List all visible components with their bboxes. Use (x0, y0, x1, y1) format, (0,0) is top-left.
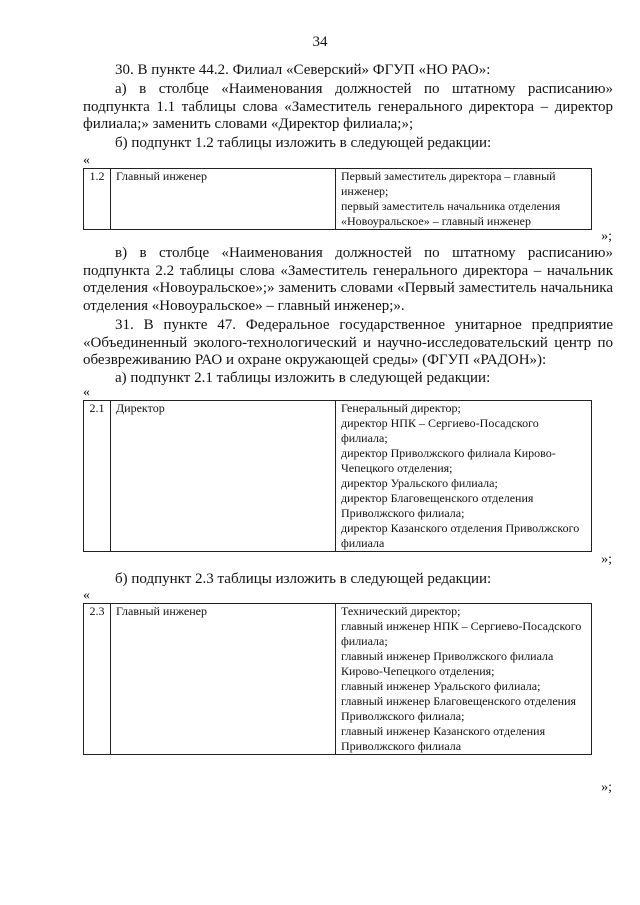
replacement-line: первый заместитель начальника отделения «Новоуральское» – главный инженер (341, 199, 561, 228)
paragraph-31b: б) подпункт 2.3 таблицы изложить в следующей редакции: (115, 571, 492, 587)
paragraph-30a: а) в столбце «Наименования должностей по штатному расписанию» подпункта 1.1 таблицы слова «Заместитель генерального директора – директор филиала;» заменить словами «Директор филиала;»; (83, 81, 613, 133)
item-number: 2.3 (84, 604, 111, 755)
replacement-text (336, 169, 592, 230)
item-number: 1.2 (84, 169, 111, 230)
quote-open-3: « (83, 588, 90, 603)
table-item-2-3 (83, 603, 592, 755)
replacement-line: директор Уральского филиала; (341, 476, 498, 490)
page-number: 34 (312, 34, 328, 50)
table-row (84, 169, 592, 230)
table-item-1-2 (83, 168, 592, 230)
replacement-line: директор Благовещенского отделения Приволжского филиала; (341, 491, 534, 520)
replacement-line: директор Казанского отделения Приволжского филиала (341, 521, 580, 550)
replacement-line: главный инженер Благовещенского отделения Приволжского филиала; (341, 694, 577, 723)
quote-close-1: »; (601, 229, 612, 244)
position-name: Главный инженер (111, 169, 336, 230)
paragraph-30v: в) в столбце «Наименования должностей по штатному расписанию» подпункта 2.2 таблицы слова «Заместитель генерального директора – начальник отделения «Новоуральское»;» заменить словами «Первый заместитель начальника отделения «Новоуральское» – главный инженер;». (83, 245, 613, 314)
replacement-line: главный инженер НПК – Сергиево-Посадского филиала; (341, 619, 582, 648)
position-name: Директор (111, 401, 336, 552)
paragraph-31: 31. В пункте 47. Федеральное государственное унитарное предприятие «Объединенный эколого-технологический и научно-исследовательский центр по обезвреживанию РАО и охране окружающей среды» (ФГУП «РАДОН»): (83, 317, 613, 369)
replacement-line: главный инженер Приволжского филиала Кирово-Чепецкого отделения; (341, 649, 554, 678)
quote-open-2: « (83, 385, 90, 400)
table-row (84, 401, 592, 552)
paragraph-30b: б) подпункт 1.2 таблицы изложить в следующей редакции: (115, 135, 492, 151)
quote-close-2: »; (601, 552, 612, 567)
replacement-line: главный инженер Уральского филиала; (341, 679, 541, 693)
position-name: Главный инженер (111, 604, 336, 755)
replacement-line: директор Приволжского филиала Кирово-Чепецкого отделения; (341, 446, 556, 475)
replacement-line: главный инженер Казанского отделения Приволжского филиала (341, 724, 546, 753)
replacement-line: Первый заместитель директора – главный инженер; (341, 169, 556, 198)
replacement-line: директор НПК – Сергиево-Посадского филиала; (341, 416, 539, 445)
quote-open-1: « (83, 153, 90, 168)
table-item-2-1 (83, 400, 592, 552)
replacement-line: Технический директор; (341, 604, 461, 618)
paragraph-30: 30. В пункте 44.2. Филиал «Северский» ФГУП «НО РАО»: (115, 62, 491, 78)
table-row (84, 604, 592, 755)
item-number: 2.1 (84, 401, 111, 552)
replacement-text (336, 401, 592, 552)
replacement-line: Генеральный директор; (341, 401, 461, 415)
paragraph-31a: а) подпункт 2.1 таблицы изложить в следующей редакции: (115, 370, 491, 386)
quote-close-3: »; (601, 780, 612, 795)
replacement-text (336, 604, 592, 755)
